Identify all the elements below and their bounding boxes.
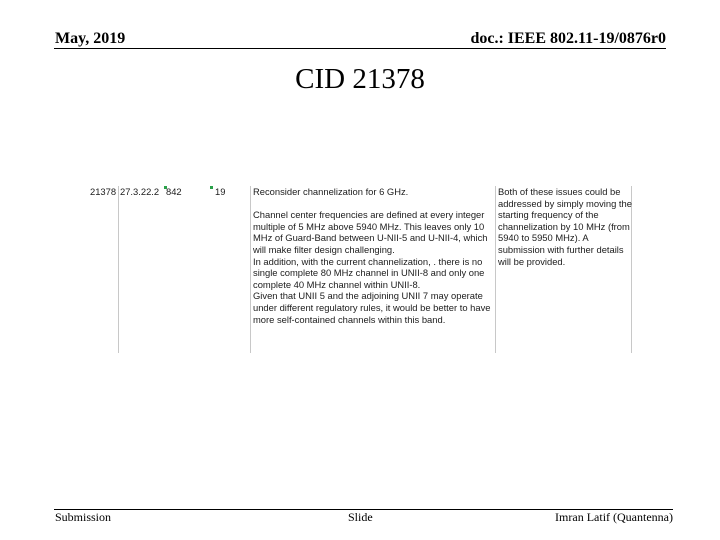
footer-author: Imran Latif (Quantenna) [555, 510, 673, 524]
slide-title: CID 21378 [295, 63, 425, 95]
footer-submission: Submission [55, 510, 112, 524]
comment-paragraph: Given that UNII 5 and the adjoining UNII 7 may operate under different regulatory rules, it would be better to have more self-contained channels within this band. [253, 290, 491, 325]
comment-marker-icon [210, 186, 213, 189]
footer-slide: Slide [348, 510, 373, 524]
comment-paragraph: Channel center frequencies are defined at every integer multiple of 5 MHz above 5940 MHz. This leaves only 10 MHz of Guard-Band between U-NII-5 and U-NII-4, which will make filter design challenging. [253, 209, 488, 255]
cell-line: 19 [215, 186, 226, 197]
table-divider [118, 186, 119, 353]
comment-paragraph: Reconsider channelization for 6 GHz. [253, 186, 409, 197]
comment-paragraph: In addition, with the current channelization, . there is no single complete 80 MHz channel in UNII-8 and only one complete 40 MHz channel within UNII-8. [253, 255, 485, 290]
header-doc-id: doc.: IEEE 802.11-19/0876r0 [470, 30, 666, 47]
cell-page: 842 [166, 186, 182, 197]
header-rule [54, 48, 666, 49]
comment-gap [253, 198, 495, 210]
cell-cid: 21378 [90, 186, 117, 197]
cell-clause: 27.3.22.2 [120, 186, 160, 197]
table-divider [495, 186, 496, 353]
cell-resolution: Both of these issues could be addressed by simply moving the starting frequency of the channelization by 10 MHz (from 5940 to 5950 MHz). A submission with further details will be provided. [498, 186, 632, 267]
cell-comment [253, 186, 495, 325]
table-divider [250, 186, 251, 353]
header-date: May, 2019 [55, 30, 126, 47]
